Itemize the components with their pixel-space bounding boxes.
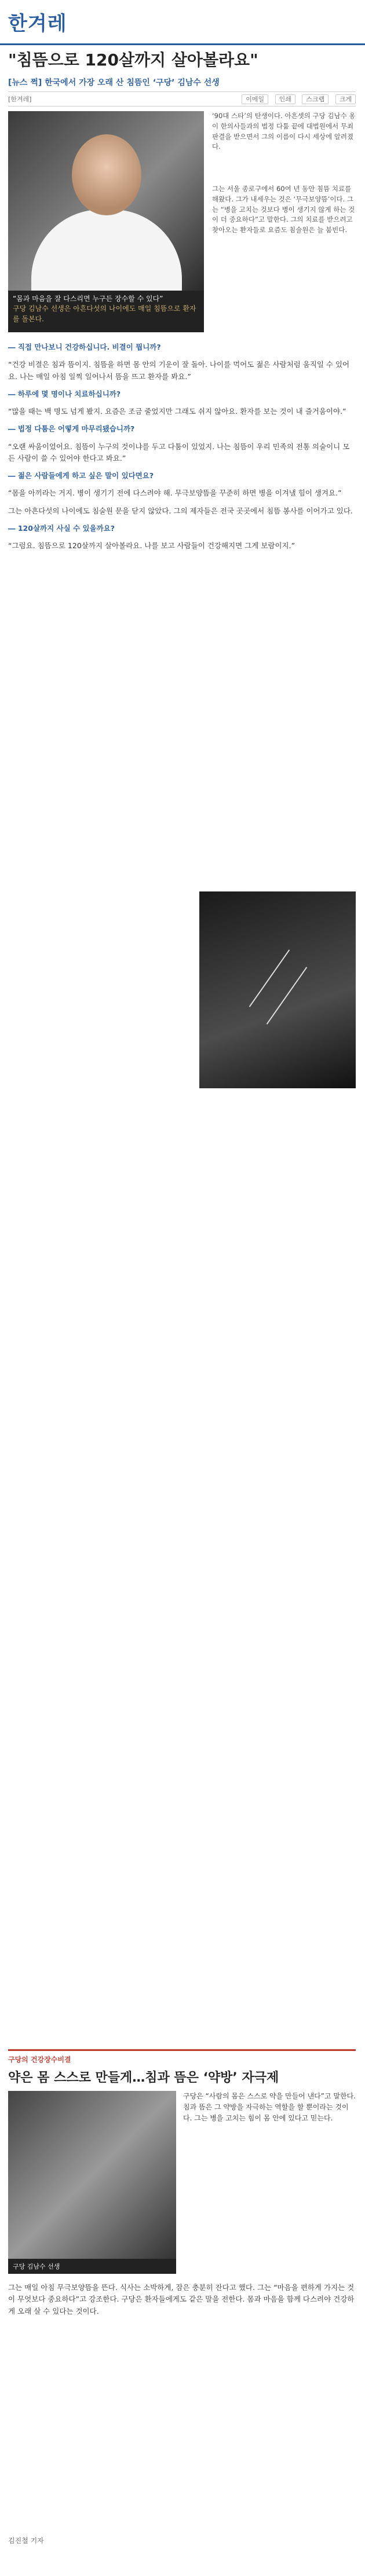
body-answer: “오랜 싸움이었어요. 침뜸이 누구의 것이냐를 두고 다툼이 있었지. 나는 침뜸이 우리 민족의 전통 의술이니 모든 사람이 쓸 수 있어야 한다고 봐요.” xyxy=(8,442,350,463)
hero-caption xyxy=(8,291,204,332)
font-size-button[interactable]: 크게 xyxy=(335,94,356,104)
scrap-button[interactable]: 스크랩 xyxy=(302,94,329,104)
article-headline: "침뜸으로 120살까지 살아볼라요" xyxy=(8,50,258,69)
sidebar-story-body: 그는 매일 아침 무극보양뜸을 뜬다. 식사는 소박하게, 잠은 충분히 잔다고 했다. 그는 “마음을 편하게 가지는 것이 무엇보다 중요하다”고 강조한다. 구당은 환자들에게도 같은 말을 전한다. 몸과 마음을 함께 다스려야 건강하게 오래 살 수 있다는 것이다. xyxy=(8,2283,355,2316)
sidebar-story-header xyxy=(8,2049,356,2064)
article-tools xyxy=(237,94,356,104)
body-question: ― 젊은 사람들에게 하고 싶은 말이 있다면요? xyxy=(8,471,154,480)
body-question: ― 법정 다툼은 어떻게 마무리됐습니까? xyxy=(8,424,135,434)
hero-caption-main: “몸과 마음을 잘 다스리면 누구든 장수할 수 있다” xyxy=(13,295,163,303)
hero-photo-face xyxy=(72,134,141,215)
body-answer: “몸을 아끼라는 거지. 병이 생기기 전에 다스려야 해. 무극보양뜸을 꾸준히 하면 병을 이겨낼 힘이 생겨요.” xyxy=(8,489,342,498)
print-button[interactable]: 인쇄 xyxy=(275,94,295,104)
site-header xyxy=(0,0,365,45)
body-question: ― 120살까지 사실 수 있을까요? xyxy=(8,523,115,533)
sidebar-story-label: 구당의 건강장수비결 xyxy=(8,2056,71,2064)
acupuncture-photo xyxy=(199,891,356,1088)
side-paragraph-2: 그는 서울 종로구에서 60여 년 동안 침뜸 치료를 해왔다. 그가 내세우는 것은 ‘무극보양뜸’이다. 그는 “병을 고치는 것보다 병이 생기지 않게 하는 것이 더 중요하다”고 말한다. 그의 치료를 받으려고 찾아오는 환자들로 요즘도 침술원은 늘 붐빈다. xyxy=(212,185,355,234)
body-answer: “많을 때는 백 명도 넘게 봤지. 요즘은 조금 줄었지만 그래도 쉬지 않아요. 환자를 보는 것이 내 즐거움이야.” xyxy=(8,407,346,416)
needle-shape xyxy=(267,967,307,1024)
body-question: ― 하루에 몇 명이나 치료하십니까? xyxy=(8,389,121,398)
body-answer: “건강 비결은 침과 뜸이지. 침뜸을 하면 몸 안의 기운이 잘 돌아. 나이를 먹어도 젊은 사람처럼 움직일 수 있어요. 나는 매일 아침 일찍 일어나서 뜸을 뜨고 환자를 봐요.” xyxy=(8,360,350,381)
body-question: ― 직접 만나보니 건강하십니다. 비결이 뭡니까? xyxy=(8,343,161,351)
article-body xyxy=(8,342,356,557)
sidebar-story-photo xyxy=(8,2091,176,2259)
site-logo[interactable]: 한겨레 xyxy=(8,12,67,35)
article-meta-bar xyxy=(8,91,356,107)
hero-photo-coat xyxy=(31,210,182,291)
sidebar-story-side-text: 구당은 “사람의 몸은 스스로 약을 만들어 낸다”고 말한다. 침과 뜸은 그 약방을 자극하는 역할을 할 뿐이라는 것이다. 그는 병을 고치는 힘이 몸 안에 있다고 믿는다. xyxy=(183,2092,356,2123)
hero-caption-note: 구당 김남수 선생은 아흔다섯의 나이에도 매일 침뜸으로 환자를 돌본다. xyxy=(13,304,196,323)
sidebar-story-title: 약은 몸 스스로 만들게…침과 뜸은 ‘약방’ 자극제 xyxy=(8,2071,279,2085)
body-paragraph: 그는 아흔다섯의 나이에도 침술원 문을 닫지 않았다. 그의 제자들은 전국 곳곳에서 침뜸 봉사를 이어가고 있다. xyxy=(8,506,353,515)
body-answer: “그럼요. 침뜸으로 120살까지 살아볼라요. 나를 보고 사람들이 건강해지면 그게 보람이지.” xyxy=(8,541,295,550)
meta-source: [한겨레] xyxy=(8,96,32,103)
byline: 김진철 기자 xyxy=(8,2537,44,2545)
hero-photo xyxy=(8,111,204,291)
side-paragraph-1: ‘90대 스타’의 탄생이다. 아흔셋의 구당 김남수 옹이 한의사들과의 법정 다툼 끝에 대법원에서 무죄 판결을 받으면서 그의 이름이 다시 세상에 알려졌다. xyxy=(212,112,356,151)
sidebar-story-photo-caption: 구당 김남수 선생 xyxy=(8,2259,176,2274)
article-subline: [뉴스 쩍] 한국에서 가장 오래 산 침뜸인 ‘구당’ 김남수 선생 xyxy=(8,78,220,87)
email-button[interactable]: 이메일 xyxy=(242,94,268,104)
